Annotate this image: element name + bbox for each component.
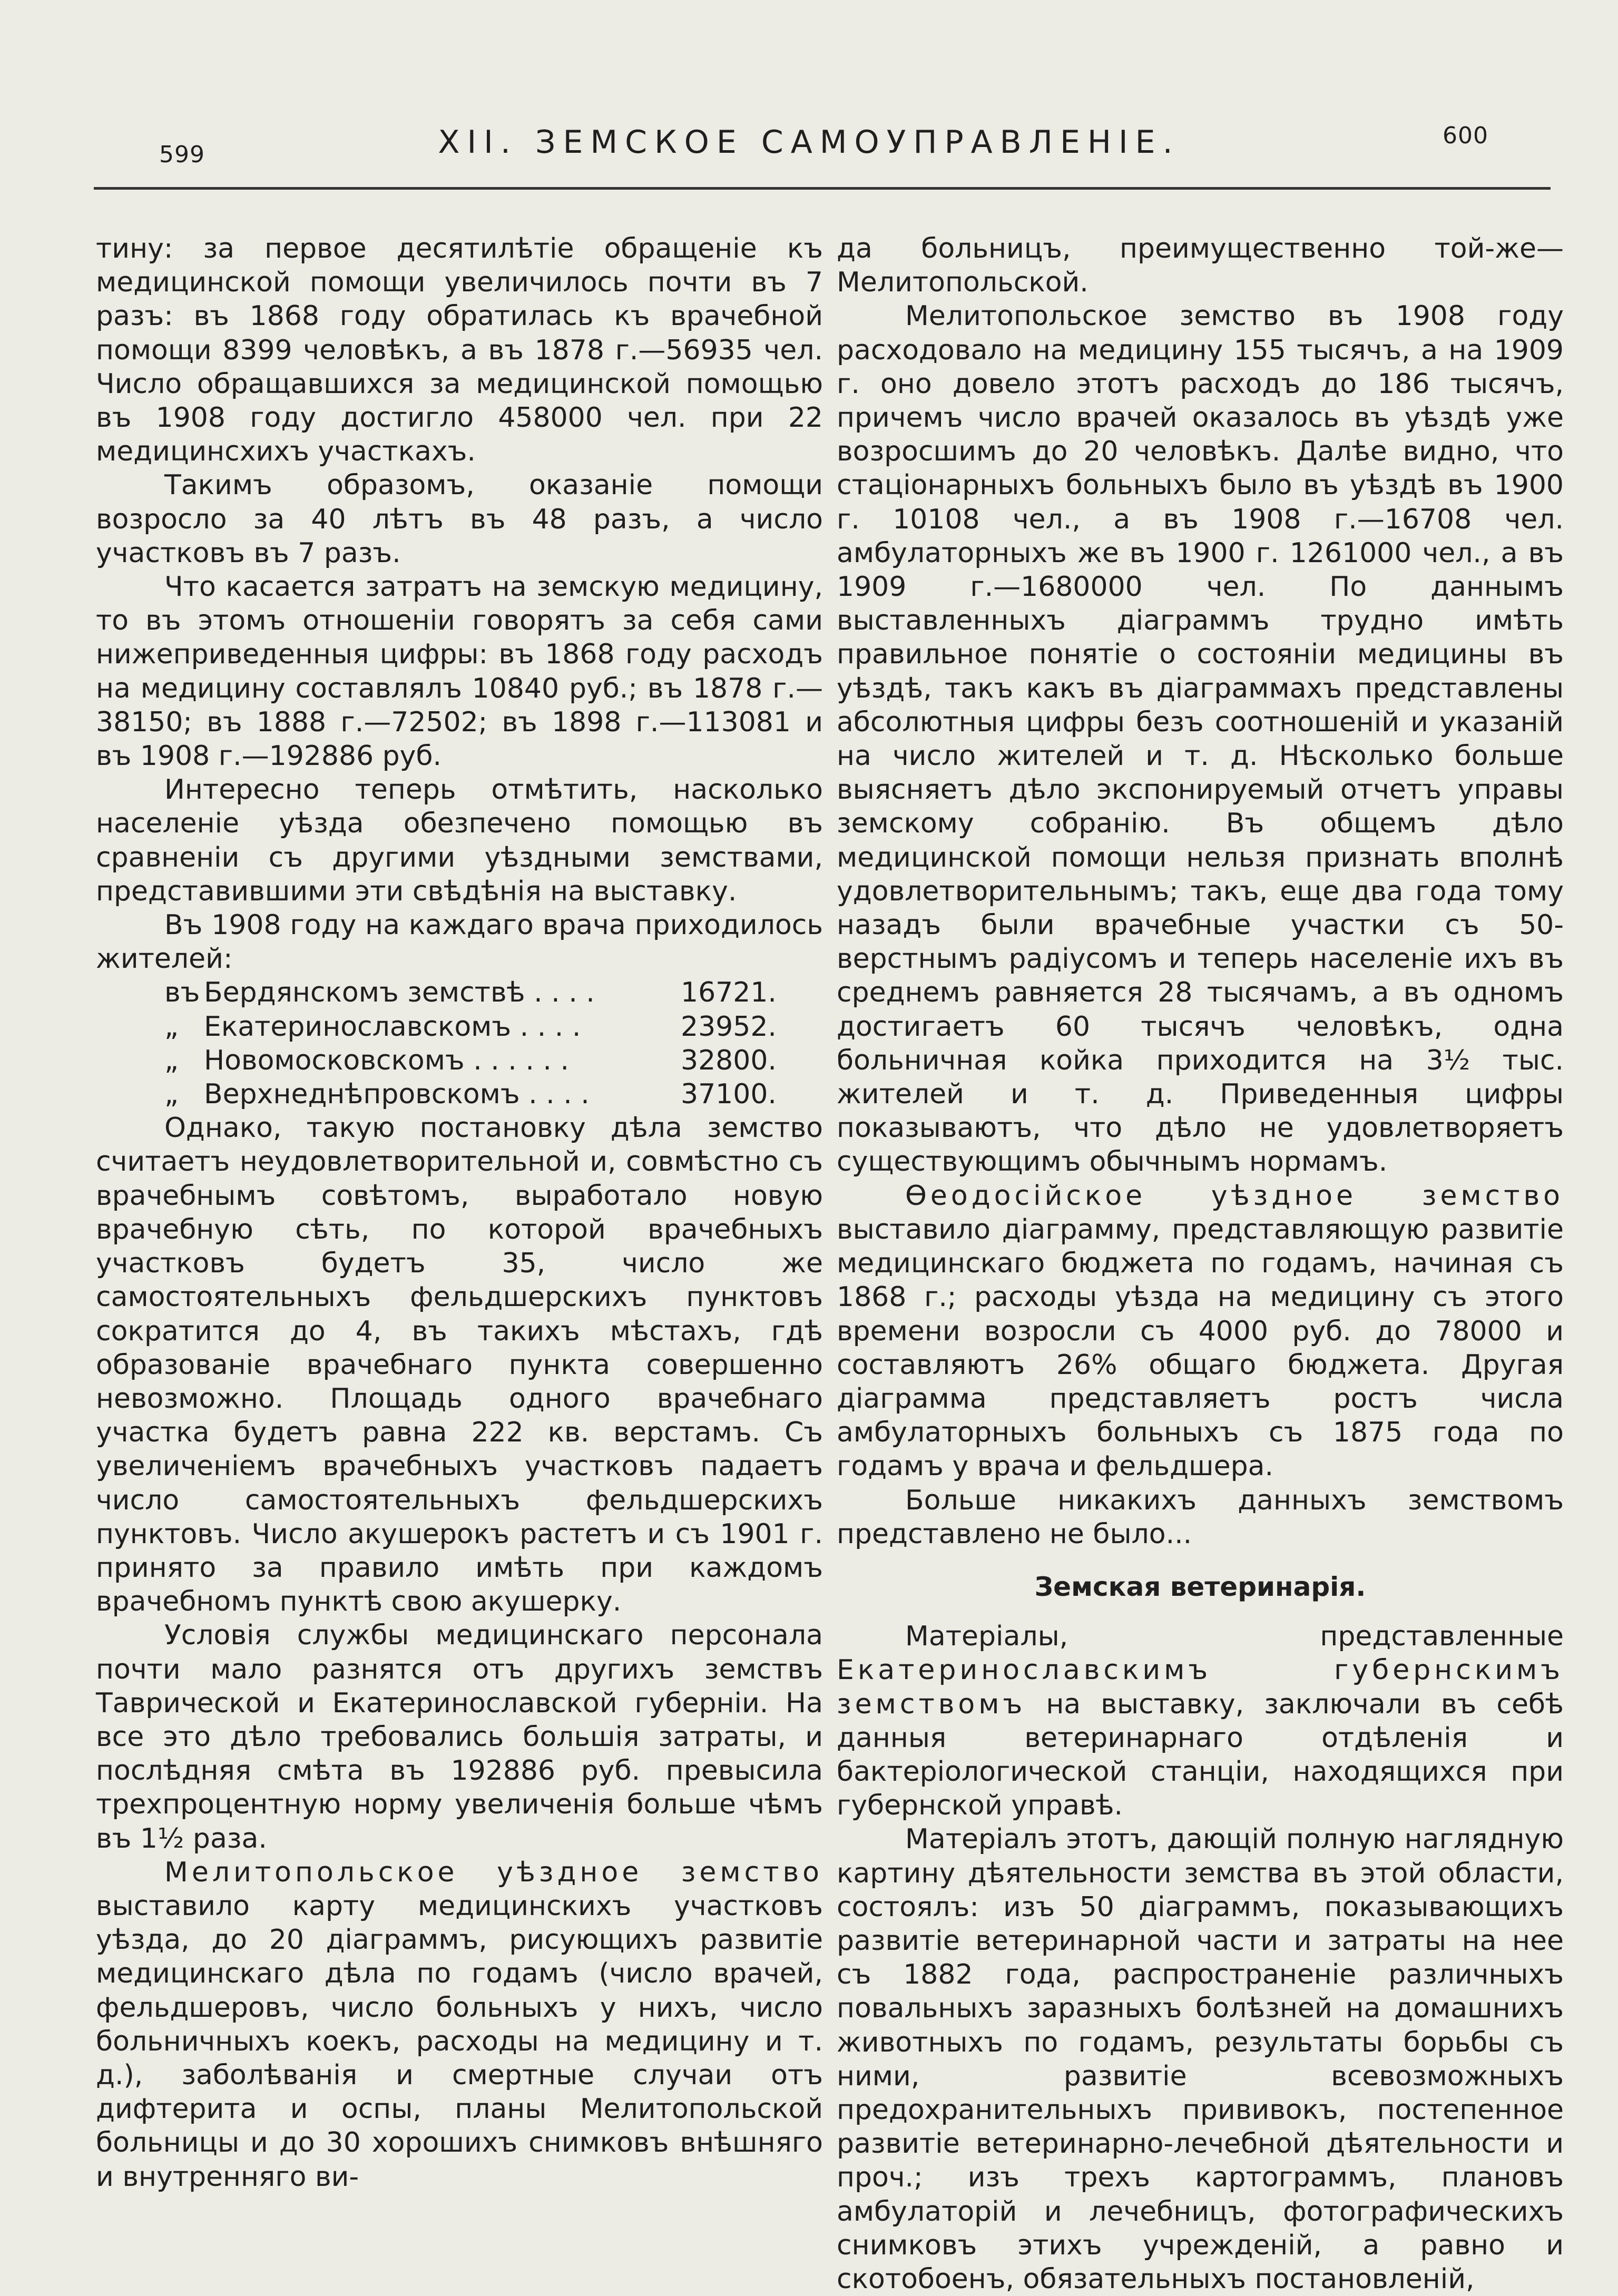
doctor-ratio-table [164, 976, 818, 1111]
paragraph: Въ 1908 году на каждаго врача приходилось жителей: [96, 909, 823, 975]
page-number-right: 600 [1443, 122, 1488, 149]
paragraph [837, 1179, 1564, 1484]
paragraph-text: Матеріалы, представленные [905, 1621, 1564, 1653]
spaced-emphasis: Ѳеодосійское уѣздное земство [905, 1180, 1564, 1212]
spaced-emphasis: Екатеринославскимъ губернскимъ земствомъ [837, 1654, 1564, 1720]
residents-value: 16721. [681, 977, 777, 1009]
zemstvo-name: Верхнеднѣпровскомъ . . . . [204, 1078, 590, 1111]
zemstvo-name: Екатеринославскомъ . . . . [204, 1010, 581, 1043]
paragraph-text: на выставку, заключали въ себѣ данныя ветеринарнаго отдѣленія и бактеріологической станціи, находящихся при губернской управѣ. [837, 1688, 1564, 1822]
table-row [164, 1044, 818, 1077]
paragraph: Однако, такую постановку дѣла земство считаетъ неудовлетворительной и, совмѣстно съ врачебнымъ совѣтомъ, выработало новую врачебную сѣть, по которой врачебныхъ участковъ будетъ 35, число же самостоятельныхъ фельдшерскихъ пунктовъ сократится до 4, въ такихъ мѣстахъ, гдѣ образованіе врачебнаго пункта совершенно невозможно. Площадь одного врачебнаго участка будетъ равна 222 кв. верстамъ. Съ увеличеніемъ врачебныхъ участковъ падаетъ число самостоятельныхъ фельдшерскихъ пунктовъ. Число акушерокъ растетъ и съ 1901 г. принято за правило имѣть при каждомъ врачебномъ пунктѣ свою акушерку. [96, 1112, 823, 1618]
row-prefix: въ [164, 977, 200, 1009]
running-title: XII. ЗЕМСКОЕ САМОУПРАВЛЕНІЕ. [438, 124, 1180, 161]
paragraph: тину: за первое десятилѣтіе обращеніе къ медицинской помощи увеличилось почти въ 7 разъ: въ 1868 году обратилась къ врачебной помощи 8399 человѣкъ, а въ 1878 г.—56935 чел. Число обращавшихся за медицинской помощью въ 1908 году достигло 458000 чел. при 22 медицинсхихъ участкахъ. [96, 233, 823, 468]
table-row [164, 1077, 818, 1111]
zemstvo-name: Бердянскомъ земствѣ . . . . [204, 977, 595, 1009]
left-column [96, 232, 823, 2194]
paragraph: Матеріалъ этотъ, дающій полную наглядную картину дѣятельности земства въ этой области, состоялъ: изъ 50 діаграммъ, показывающихъ развитіе ветеринарной части и затраты на нее съ 1882 года, распространеніе различныхъ повальныхъ заразныхъ болѣзней на домашнихъ животныхъ по годамъ, результаты борьбы съ ними, развитіе всевозможныхъ предохранительныхъ прививокъ, постепенное развитіе ветеринарно-лечебной дѣятельности и проч.; изъ трехъ картограммъ, плановъ амбулаторій и лечебницъ, фотографическихъ снимковъ этихъ учрежденій, а равно и скотобоенъ, обязательныхъ постановленій, [837, 1823, 1564, 2295]
paragraph-text: выставило діаграмму, представляющую развитіе медицинскаго бюджета по годамъ, начиная съ 1868 г.; расходы уѣзда на медицину съ этого времени возросли съ 4000 руб. до 78000 и составляютъ 26% общаго бюджета. Другая діаграмма представляетъ ростъ числа амбулаторныхъ больныхъ съ 1875 года по годамъ у врача и фельдшера. [837, 1213, 1564, 1483]
paragraph-text: выставило карту медицинскихъ участковъ уѣзда, до 20 діаграммъ, рисующихъ развитіе медицинскаго дѣла по годамъ (число врачей, фельдшеровъ, число больныхъ у нихъ, число больничныхъ коекъ, расходы на медицину и т. д.), заболѣванія и смертные случаи отъ дифтерита и оспы, планы Мелитопольской больницы и до 30 хорошихъ снимковъ внѣшняго и внутренняго ви- [96, 1890, 823, 2193]
paragraph: Мелитопольское земство въ 1908 году расходовало на медицину 155 тысячъ, а на 1909 г. оно довело этотъ расходъ до 186 тысячъ, причемъ число врачей оказалось въ уѣздѣ уже возросшимъ до 20 человѣкъ. Далѣе видно, что стаціонарныхъ больныхъ было въ уѣздѣ въ 1900 г. 10108 чел., а въ 1908 г.—16708 чел. амбулаторныхъ же въ 1900 г. 1261000 чел., а въ 1909 г.—1680000 чел. По даннымъ выставленныхъ діаграммъ трудно имѣть правильное понятіе о состояніи медицины въ уѣздѣ, такъ какъ въ діаграммахъ представлены абсолютныя цифры безъ соотношеній и указаній на число жителей и т. д. Нѣсколько больше выясняетъ дѣло экспонируемый отчетъ управы земскому собранію. Въ общемъ дѣло медицинской помощи нельзя признать вполнѣ удовлетворительнымъ; такъ, еще два года тому назадъ были врачебные участки съ 50-верстнымъ радіусомъ и теперь населеніе ихъ въ среднемъ равняется 28 тысячамъ, а въ одномъ достигаетъ 60 тысячъ человѣкъ, одна больничная койка приходится на 3½ тыс. жителей и т. д. Приведенныя цифры показываютъ, что дѣло не удовлетворяетъ существующимъ обычнымъ нормамъ. [837, 300, 1564, 1178]
paragraph: Больше никакихъ данныхъ земствомъ представлено не было... [837, 1484, 1564, 1550]
page-header [0, 0, 1618, 200]
zemstvo-name: Новомосковскомъ . . . . . . [204, 1044, 570, 1076]
paragraph: Что касается затратъ на земскую медицину, то въ этомъ отношеніи говорятъ за себя сами нижеприведенныя цифры: въ 1868 году расходъ на медицину составлялъ 10840 руб.; въ 1878 г.—38150; въ 1888 г.—72502; въ 1898 г.—113081 и въ 1908 г.—192886 руб. [96, 571, 823, 772]
paragraph: Такимъ образомъ, оказаніе помощи возросло за 40 лѣтъ въ 48 разъ, а число участковъ въ 7 разъ. [96, 469, 823, 569]
row-prefix: „ [164, 1078, 179, 1111]
paragraph [837, 1620, 1564, 1822]
header-rule [94, 187, 1551, 190]
residents-value: 37100. [681, 1078, 777, 1111]
paragraph: да больницъ, преимущественно той-же—Мелитопольской. [837, 233, 1564, 299]
section-heading: Земская ветеринарія. [1034, 1571, 1366, 1602]
row-prefix: „ [164, 1044, 179, 1076]
residents-value: 23952. [681, 1010, 777, 1043]
residents-value: 32800. [681, 1044, 777, 1076]
page-number-left: 599 [159, 141, 205, 168]
table-row [164, 976, 818, 1009]
row-prefix: „ [164, 1010, 179, 1043]
spaced-emphasis: Мелитопольское уѣздное земство [164, 1856, 823, 1888]
table-row [164, 1010, 818, 1044]
paragraph: Интересно теперь отмѣтить, насколько населеніе уѣзда обезпечено помощью въ сравненіи съ другими уѣздными земствами, представившими эти свѣдѣнія на выставку. [96, 774, 823, 907]
paragraph [96, 1856, 823, 2194]
paragraph: Условія службы медицинскаго персонала почти мало разнятся отъ другихъ земствъ Таврической и Екатеринославской губерніи. На все это дѣло требовались большія затраты, и послѣдняя смѣта въ 192886 руб. превысила трехпроцентную норму увеличенія больше чѣмъ въ 1½ раза. [96, 1620, 823, 1855]
right-column [837, 232, 1564, 2296]
